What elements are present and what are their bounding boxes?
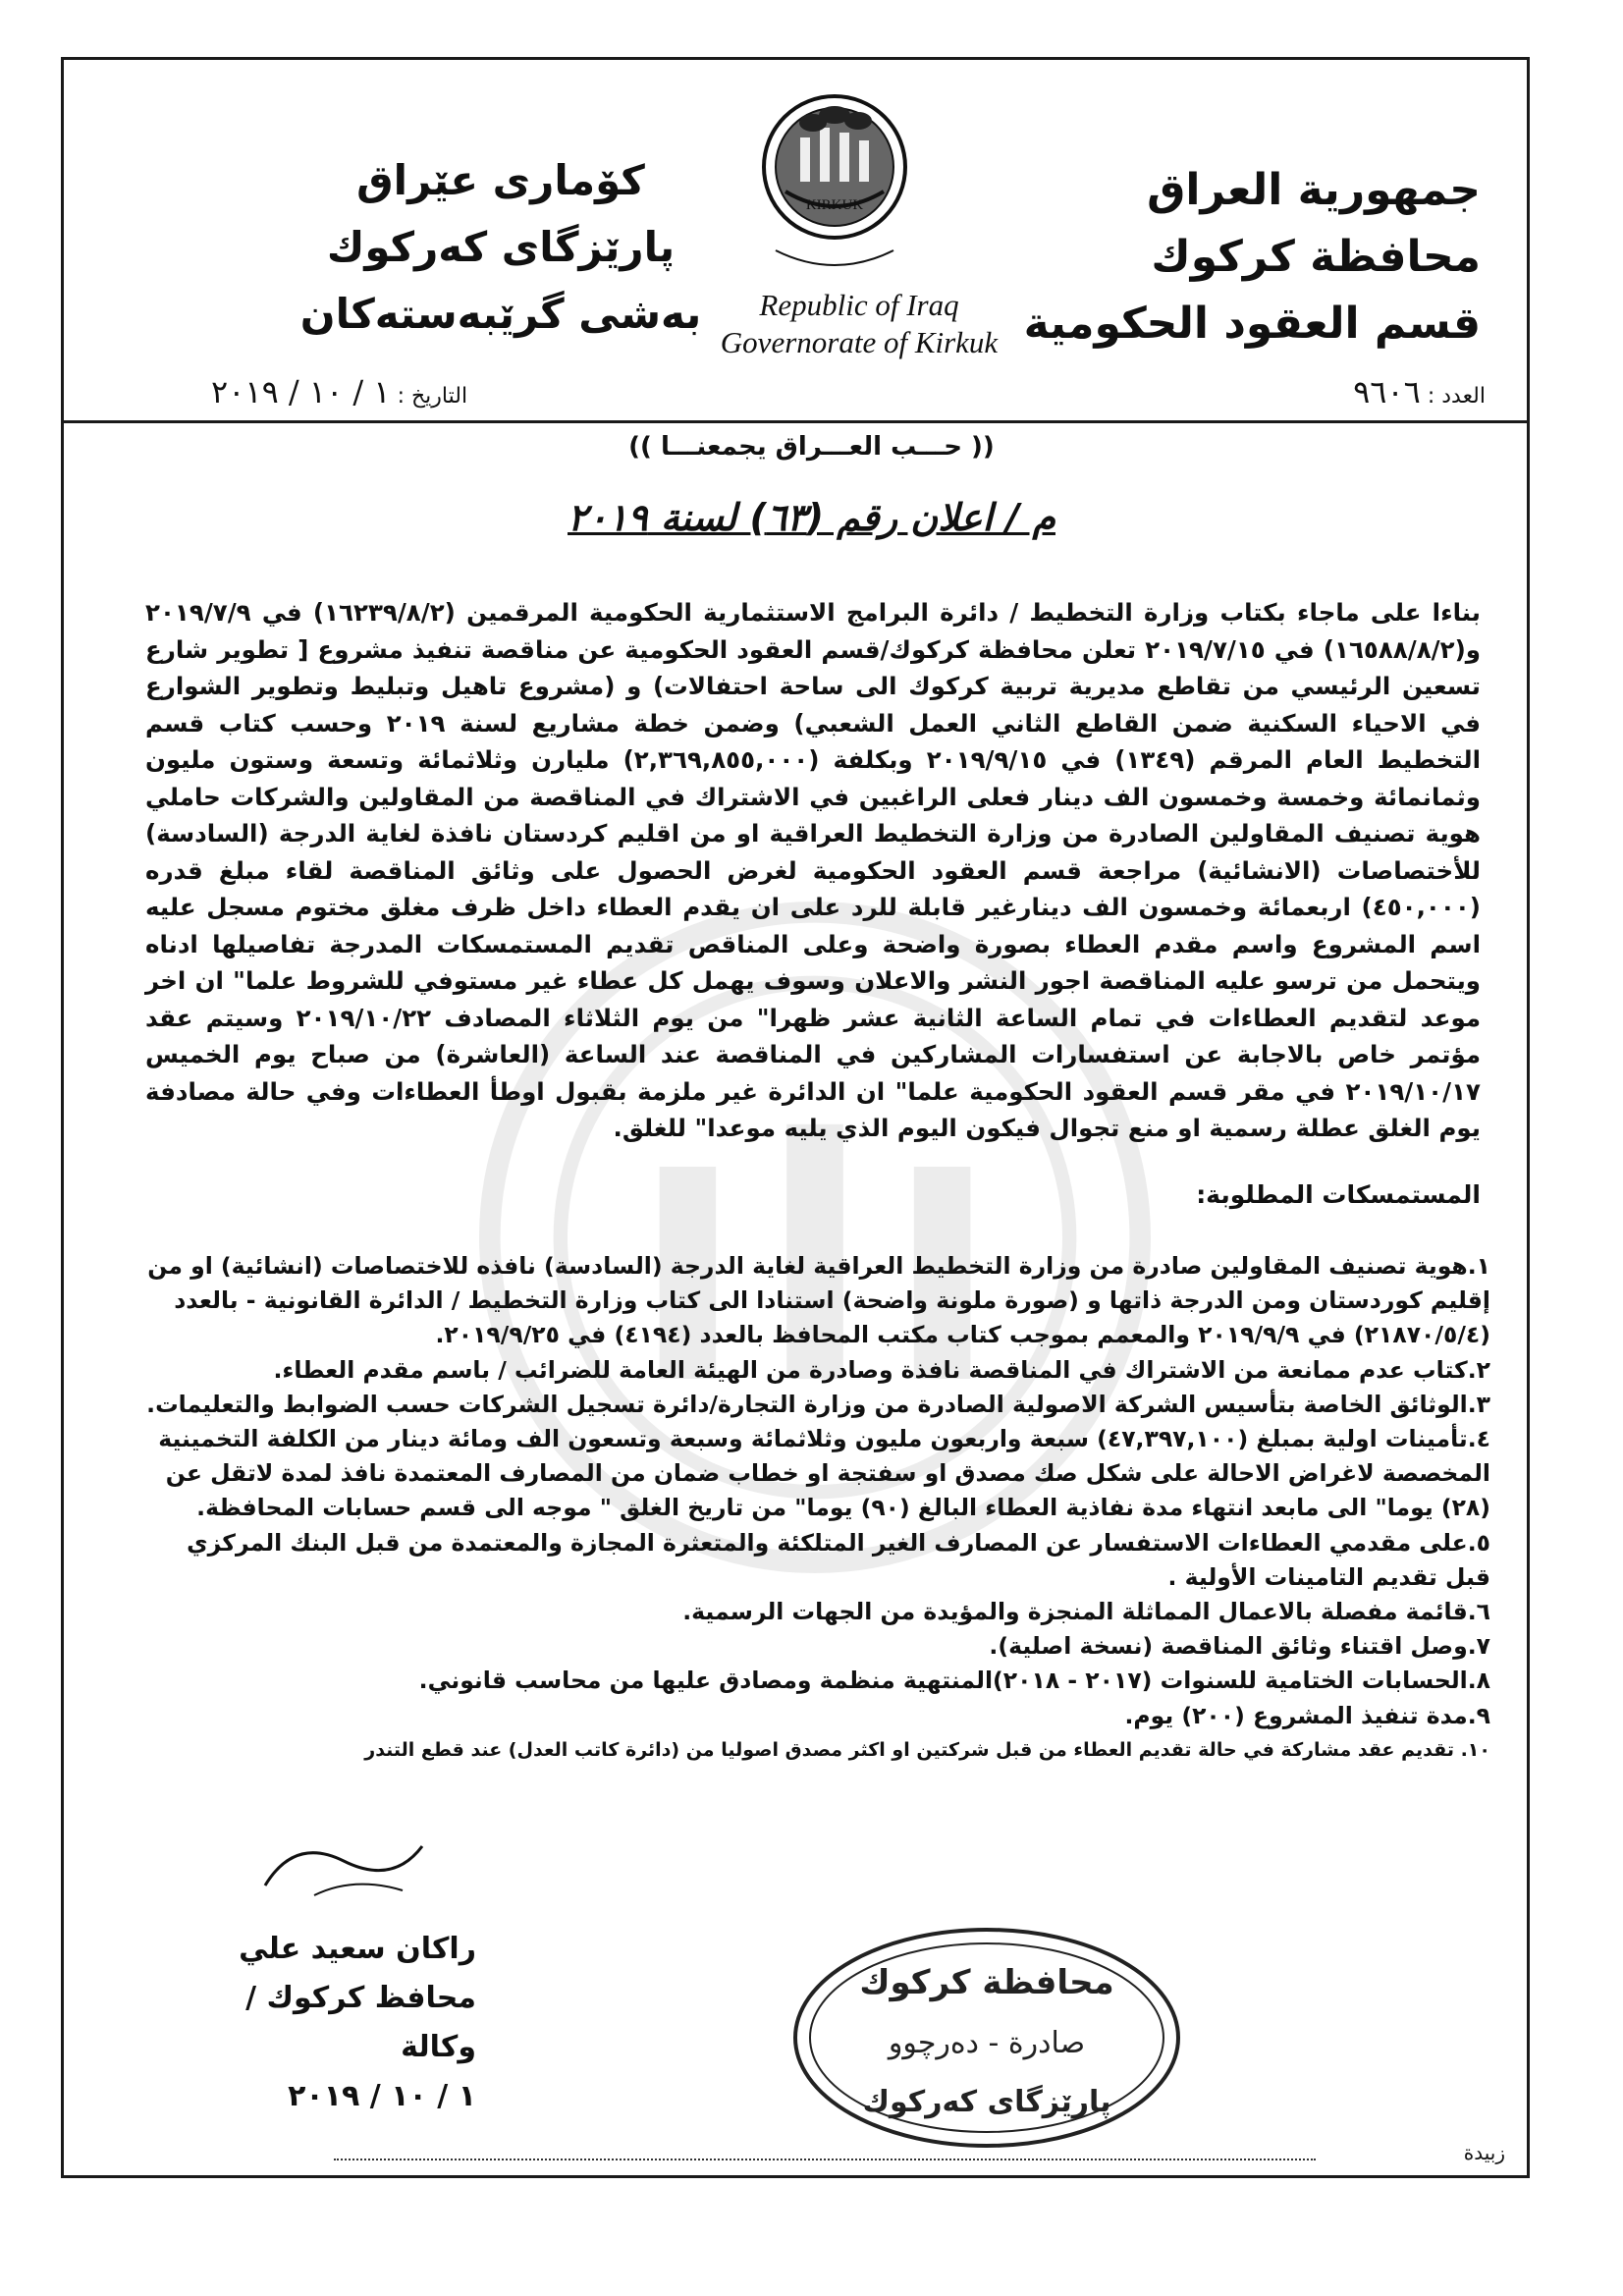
header-kurdish bbox=[285, 147, 717, 348]
signatory-name: راكان سعيد علي bbox=[239, 1932, 476, 1966]
copy-line bbox=[334, 2159, 1316, 2160]
date-label: التاريخ : bbox=[397, 384, 468, 409]
header-arabic-line: قسم العقود الحكومية bbox=[1023, 299, 1481, 349]
requirement-item: ١.هوية تصنيف المقاولين صادرة من وزارة التخطيط العراقية لغاية الدرجة (السادسة) نافذه للاختصاصات (انشائية) او من إقليم كوردستان ومن الدرجة ذاتها و (صورة ملونة واضحة) استنادا الى كتاب وزارة التخطيط / الدائرة القانونية - بالعدد (٢١٨٧٠/٥/٤) في ٢٠١٩/٩/٩ والمعمم بموجب كتاب مكتب المحافظ بالعدد (٤١٩٤) في ٢٠١٩/٩/٢٥. bbox=[147, 1252, 1490, 1349]
requirement-item: ٤.تأمينات اولية بمبلغ (٤٧,٣٩٧,١٠٠) سبعة واربعون مليون وثلاثمائة وسبعة وتسعون الف ومائة دينار من الكلفة التخمينية المخصصة لاغراض الاحالة على شكل صك مصدق او سفتجة او خطاب ضمان من المصارف المعتمدة نافذ لمدة لاتقل عن (٢٨) يوما" الى مابعد انتهاء مدة نفاذية العطاء البالغ (٩٠) يوما" من تاريخ الغلق " موجه الى قسم حسابات المحافظة. bbox=[158, 1425, 1490, 1522]
kirkuk-emblem-icon bbox=[756, 83, 913, 280]
date-value: ١ / ١٠ / ٢٠١٩ bbox=[211, 373, 391, 410]
header-arabic-line: محافظة كركوك bbox=[1151, 232, 1481, 282]
body-paragraph: بناءا على ماجاء بكتاب وزارة التخطيط / دائرة البرامج الاستثمارية الحكومية المرقمين (١٦٢٣٩/٨/٢) في ٢٠١٩/٧/٩ و(١٦٥٨٨/٨/٢) في ٢٠١٩/٧/١٥ تعلن محافظة كركوك/قسم العقود الحكومية عن مناقصة تنفيذ مشروع [ تطوير شارع تسعين الرئيسي من تقاطع مديرية تربية كركوك الى ساحة احتفالات) و (مشروع تاهيل وتبليط وتطوير الشوارع في الاحياء السكنية ضمن القاطع الثاني العمل الشعبي) وضمن خطة مشاريع لسنة ٢٠١٩ وحسب كتاب قسم التخطيط العام المرقم (١٣٤٩) في ٢٠١٩/٩/١٥ وبكلفة (٢,٣٦٩,٨٥٥,٠٠٠) مليارن وثلاثمائة وتسعة وستون مليون وثمانمائة وخمسة وخمسون الف دينار فعلى الراغبين في الاشتراك في المناقصة من المقاولين والشركات حاملي هوية تصنيف المقاولين الصادرة من وزارة التخطيط العراقية او من اقليم كردستان نافذة لغاية الدرجة (السادسة) للأختصاصات (الانشائية) مراجعة قسم العقود الحكومية لغرض الحصول على وثائق المناقصة لقاء مبلغ قدره (٤٥٠,٠٠٠) اربعمائة وخمسون الف دينارغير قابلة للرد على ان يقدم العطاء داخل ظرف مغلق مختوم مسجل عليه اسم المشروع واسم مقدم العطاء بصورة واضحة وعلى المناقص تقديم المستمسكات المدرجة تفاصيلها ادناه ويتحمل من ترسو عليه المناقصة اجور النشر والاعلان وسوف يهمل كل عطاء غير مستوفي للشروط علما" ان اخر موعد لتقديم العطاءات في تمام الساعة الثانية عشر ظهرا" من يوم الثلاثاء المصادف ٢٠١٩/١٠/٢٢ وسيتم عقد مؤتمر خاص بالاجابة عن استفسارات المشاركين في المناقصة عند الساعة (العاشرة) من صباح يوم الخميس ٢٠١٩/١٠/١٧ في مقر قسم العقود الحكومية علما" ان الدائرة غير ملزمة بقبول اوطأ العطاءات وفي حالة مصادفة يوم الغلق عطلة رسمية او منع تجوال فيكون اليوم الذي يليه موعدا" للغلق. bbox=[145, 598, 1481, 1142]
requirement-item: ١٠. تقديم عقد مشاركة في حالة تقديم العطاء من قبل شركتين او اكثر مصدق اصوليا من (دائرة كاتب العدل) عند قطع التندر bbox=[364, 1738, 1490, 1761]
header-kurdish-line: بەشی گرێبەستەکان bbox=[299, 290, 702, 338]
requirement-item: ٢.كتاب عدم ممانعة من الاشتراك في المناقصة نافذة وصادرة من الهيئة العامة للضرائب / باسم مقدم العطاء. bbox=[273, 1355, 1490, 1384]
handwritten-signature-icon bbox=[255, 1827, 432, 1905]
header-english bbox=[687, 287, 1031, 361]
requirements-heading: المستمسكات المطلوبة: bbox=[1196, 1180, 1481, 1209]
signatory-title: محافظ كركوك / وكالة bbox=[245, 1981, 476, 2064]
requirement-item: ٣.الوثائق الخاصة بتأسيس الشركة الاصولية الصادرة من وزارة التجارة/دائرة تسجيل الشركات حسب الضوابط والتعليمات. bbox=[146, 1390, 1490, 1418]
signature-block bbox=[182, 1925, 476, 2121]
document-date bbox=[211, 373, 467, 410]
header-english-line: Governorate of Kirkuk bbox=[720, 325, 999, 359]
stamp-line-2: صادرة - دەرچوو bbox=[888, 2026, 1086, 2060]
stamp-line-3: پارێزگای کەرکوك bbox=[862, 2085, 1111, 2119]
header-kurdish-line: پارێزگای کەرکوك bbox=[326, 223, 676, 271]
number-label: العدد : bbox=[1427, 384, 1486, 409]
logo-word: KIRKUK bbox=[805, 197, 864, 213]
signature-date: ١ / ١٠ / ٢٠١٩ bbox=[288, 2079, 476, 2113]
requirement-item: ٩.مدة تنفيذ المشروع (٢٠٠) يوم. bbox=[1124, 1701, 1490, 1729]
official-stamp-icon bbox=[785, 1915, 1188, 2160]
requirement-item: ٥.على مقدمي العطاءات الاستفسار عن المصارف الغير المتلكئة والمتعثرة المجازة والمعتمدة من قبل البنك المركزي قبل تقديم التامينات الأولية . bbox=[187, 1528, 1490, 1591]
announcement-title: م / اعلان رقم (٦٣) لسنة ٢٠١٩ bbox=[568, 496, 1055, 539]
requirement-item: ٧.وصل اقتناء وثائق المناقصة (نسخة اصلية). bbox=[989, 1632, 1490, 1661]
requirements-list bbox=[145, 1249, 1490, 1768]
requirement-item: ٦.قائمة مفصلة بالاعمال المماثلة المنجزة والمؤيدة من الجهات الرسمية. bbox=[682, 1598, 1490, 1626]
stamp-line-1: محافظة كركوك bbox=[859, 1963, 1114, 2002]
header-kurdish-line: کۆماری عێراق bbox=[356, 156, 645, 204]
header-arabic bbox=[1009, 157, 1481, 357]
header-divider bbox=[61, 420, 1530, 423]
requirement-item: ٨.الحسابات الختامية للسنوات (٢٠١٧ - ٢٠١٨)المنتهية منظمة ومصادق عليها من محاسب قانوني. bbox=[418, 1667, 1490, 1695]
slogan: (( حـــب العـــراق يجمعنـــا )) bbox=[628, 432, 995, 462]
header-arabic-line: جمهورية العراق bbox=[1147, 165, 1481, 215]
document-number bbox=[1353, 373, 1486, 410]
number-value: ٩٦٠٦ bbox=[1353, 373, 1421, 410]
header-english-line: Republic of Iraq bbox=[759, 288, 959, 322]
copy-label: زبيدة bbox=[1463, 2141, 1505, 2164]
